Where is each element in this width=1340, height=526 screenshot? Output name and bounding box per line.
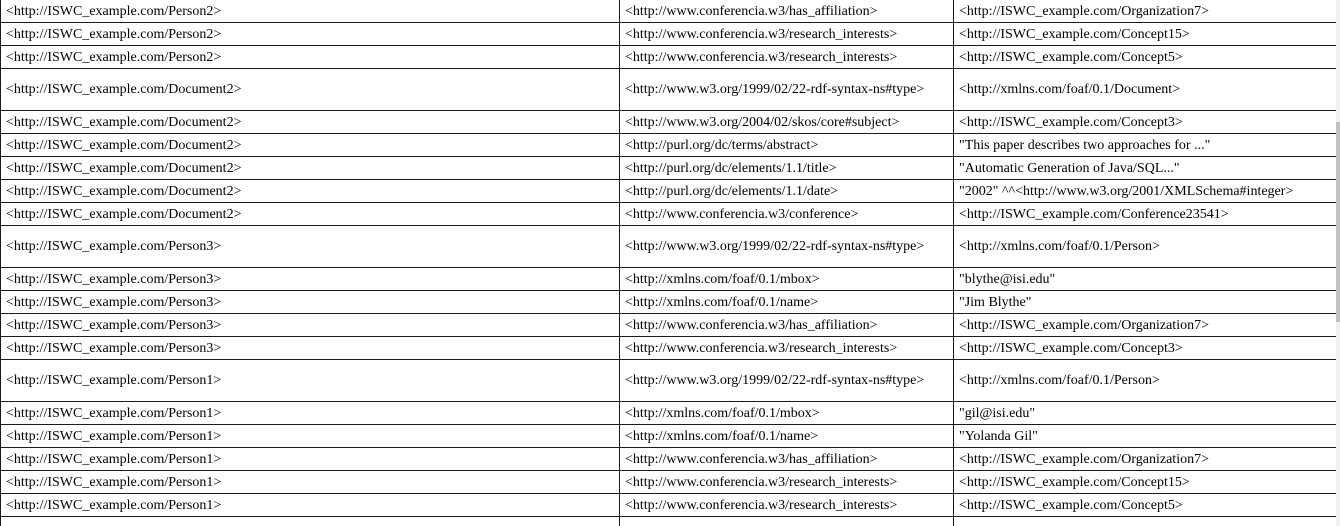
predicate-cell: <http://xmlns.com/foaf/0.1/name> — [620, 425, 954, 448]
predicate-cell: <http://www.conferencia.w3/research_interests> — [620, 23, 954, 46]
predicate-cell: <http://xmlns.com/foaf/0.1/name> — [620, 291, 954, 314]
table-row — [1, 471, 1337, 494]
table-row — [1, 0, 1337, 23]
subject-cell: <http://ISWC_example.com/Person2> — [1, 46, 620, 69]
object-cell: <http://ISWC_example.com/Concept5> — [954, 494, 1337, 517]
predicate-cell: <http://www.w3.org/1999/02/22-rdf-syntax-ns#type> — [620, 69, 954, 111]
subject-cell: <http://ISWC_example.com/Person2> — [1, 23, 620, 46]
subject-cell: <http://ISWC_example.com/Person1> — [1, 402, 620, 425]
table-row — [1, 402, 1337, 425]
subject-cell: <http://ISWC_example.com/Document2> — [1, 157, 620, 180]
object-cell: <http://ISWC_example.com/Concept3> — [954, 337, 1337, 360]
subject-cell: <http://ISWC_example.com/Person3> — [1, 268, 620, 291]
subject-cell: <http://ISWC_example.com/Person3> — [1, 291, 620, 314]
object-cell: "gil@isi.edu" — [954, 402, 1337, 425]
predicate-cell: <http://www.conferencia.w3/has_affiliation> — [620, 448, 954, 471]
table-row — [1, 314, 1337, 337]
predicate-cell: <http://www.conferencia.w3/has_affiliation> — [620, 314, 954, 337]
subject-cell — [1, 517, 620, 526]
predicate-cell: <http://xmlns.com/foaf/0.1/mbox> — [620, 402, 954, 425]
subject-cell: <http://ISWC_example.com/Person1> — [1, 494, 620, 517]
object-cell: <http://ISWC_example.com/Concept15> — [954, 23, 1337, 46]
predicate-cell: <http://www.w3.org/1999/02/22-rdf-syntax-ns#type> — [620, 226, 954, 268]
subject-cell: <http://ISWC_example.com/Person3> — [1, 314, 620, 337]
table-row — [1, 494, 1337, 517]
table-row — [1, 268, 1337, 291]
object-cell: "This paper describes two approaches for ..." — [954, 134, 1337, 157]
table-row — [1, 425, 1337, 448]
table-row — [1, 360, 1337, 402]
object-cell: <http://ISWC_example.com/Organization7> — [954, 314, 1337, 337]
subject-cell: <http://ISWC_example.com/Person1> — [1, 471, 620, 494]
table-row — [1, 157, 1337, 180]
subject-cell: <http://ISWC_example.com/Person1> — [1, 360, 620, 402]
predicate-cell: <http://www.w3.org/2004/02/skos/core#subject> — [620, 111, 954, 134]
predicate-cell: <http://www.conferencia.w3/conference> — [620, 203, 954, 226]
object-cell: "Automatic Generation of Java/SQL..." — [954, 157, 1337, 180]
subject-cell: <http://ISWC_example.com/Document2> — [1, 134, 620, 157]
predicate-cell: <http://www.conferencia.w3/research_interests> — [620, 494, 954, 517]
object-cell: <http://ISWC_example.com/Concept15> — [954, 471, 1337, 494]
object-cell: <http://ISWC_example.com/Organization7> — [954, 448, 1337, 471]
subject-cell: <http://ISWC_example.com/Document2> — [1, 180, 620, 203]
subject-cell: <http://ISWC_example.com/Document2> — [1, 203, 620, 226]
predicate-cell: <http://purl.org/dc/elements/1.1/title> — [620, 157, 954, 180]
table-row — [1, 46, 1337, 69]
table-row — [1, 517, 1337, 526]
table-row — [1, 111, 1337, 134]
object-cell: "blythe@isi.edu" — [954, 268, 1337, 291]
object-cell: <http://ISWC_example.com/Concept3> — [954, 111, 1337, 134]
table-row — [1, 337, 1337, 360]
object-cell: <http://ISWC_example.com/Organization7> — [954, 0, 1337, 23]
table-row — [1, 291, 1337, 314]
scrollbar-thumb[interactable] — [1336, 122, 1340, 322]
predicate-cell: <http://purl.org/dc/elements/1.1/date> — [620, 180, 954, 203]
object-cell: "Jim Blythe" — [954, 291, 1337, 314]
table-row — [1, 448, 1337, 471]
object-cell: <http://xmlns.com/foaf/0.1/Person> — [954, 360, 1337, 402]
subject-cell: <http://ISWC_example.com/Person1> — [1, 448, 620, 471]
table-row — [1, 203, 1337, 226]
object-cell: "Yolanda Gil" — [954, 425, 1337, 448]
subject-cell: <http://ISWC_example.com/Person3> — [1, 337, 620, 360]
subject-cell: <http://ISWC_example.com/Document2> — [1, 111, 620, 134]
object-cell: <http://ISWC_example.com/Conference23541> — [954, 203, 1337, 226]
subject-cell: <http://ISWC_example.com/Person2> — [1, 0, 620, 23]
table-row — [1, 23, 1337, 46]
predicate-cell: <http://www.w3.org/1999/02/22-rdf-syntax-ns#type> — [620, 360, 954, 402]
subject-cell: <http://ISWC_example.com/Person3> — [1, 226, 620, 268]
predicate-cell: <http://www.conferencia.w3/research_interests> — [620, 471, 954, 494]
object-cell: "2002" ^^<http://www.w3.org/2001/XMLSchema#integer> — [954, 180, 1337, 203]
predicate-cell: <http://purl.org/dc/terms/abstract> — [620, 134, 954, 157]
predicate-cell: <http://www.conferencia.w3/research_interests> — [620, 46, 954, 69]
predicate-cell: <http://www.conferencia.w3/has_affiliation> — [620, 0, 954, 23]
table-row — [1, 134, 1337, 157]
table-row — [1, 69, 1337, 111]
object-cell — [954, 517, 1337, 526]
subject-cell: <http://ISWC_example.com/Document2> — [1, 69, 620, 111]
subject-cell: <http://ISWC_example.com/Person1> — [1, 425, 620, 448]
table-row — [1, 226, 1337, 268]
predicate-cell: <http://xmlns.com/foaf/0.1/mbox> — [620, 268, 954, 291]
predicate-cell: <http://www.conferencia.w3/research_interests> — [620, 337, 954, 360]
object-cell: <http://xmlns.com/foaf/0.1/Document> — [954, 69, 1337, 111]
object-cell: <http://xmlns.com/foaf/0.1/Person> — [954, 226, 1337, 268]
table-row — [1, 180, 1337, 203]
predicate-cell — [620, 517, 954, 526]
object-cell: <http://ISWC_example.com/Concept5> — [954, 46, 1337, 69]
vertical-scrollbar[interactable] — [1336, 0, 1340, 526]
